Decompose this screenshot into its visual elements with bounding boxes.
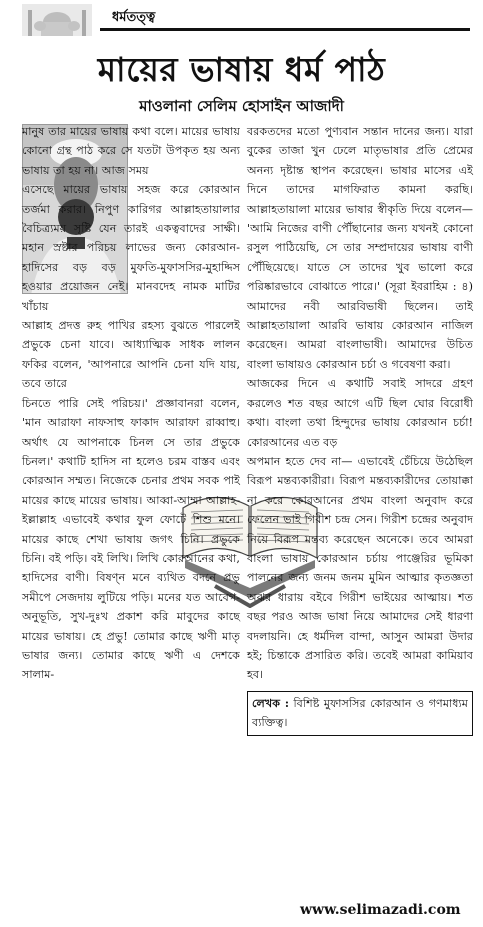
article-headline: মায়ের ভাষায় ধর্ম পাঠ xyxy=(97,50,386,89)
credit-text: বিশিষ্ট মুফাসসির কোরআন ও গণমাধ্যম ব্যক্তিত্ব। xyxy=(252,696,469,730)
credit-label: লেখক : xyxy=(252,695,289,710)
right-col-wrapped-quran-text: আজকের দিনে এ কথাটি সবাই সাদরে গ্রহণ করলেও শত বছর আগে এটি ছিল ঘোর বিরোধী কথা। বাংলা তথা হিন্দুদের ভাষায় কোরআন চর্চা! কোরআনের এত বড় xyxy=(247,377,473,449)
right-col-top-text: বরকতদের মতো পুণ্যবান সন্তান দানের জন্য। যারা বুকের তাজা খুন ঢেলে মাতৃভাষার প্রতি প্রেমের অনন্য দৃষ্টান্ত স্থাপন করেছেন। ভাষার মাসের এই দিনে তাদের মাগফিরাত কামনা করছি। আল্লাহতায়ালা মায়ের ভাষার স্বীকৃতি দিয়ে বলেন— 'আমি নিজের বাণী পৌঁছানোর জন্য যখনই কোনো রসুল পাঠিয়েছি, সে তার সম্প্রদায়ের ভাষায় বাণী পৌঁছিয়েছে। যাতে সে তাদের খুব ভালো করে পরিষ্কারভাবে বোঝাতে পারে।' (সূরা ইবরাহিম : ৪) আমাদের নবী আরবিভাষী ছিলেন। তাই আল্লাহতায়ালা আরবি ভাষায় কোরআন নাজিল করেছেন। আমরা বাংলাভাষী। আমাদের উচিত বাংলা ভাষায়ও কোরআন চর্চা ও গবেষণা করা। xyxy=(247,125,473,371)
mosque-icon xyxy=(22,4,92,36)
left-col-end-text: চিনতে পারি সেই পরিচয়।' প্রজ্ঞাবানরা বলেন, 'মান আরাফা নাফসাহু ফাকাদ আরাফা রাব্বাহু। অর্থাৎ যে আপনাকে চিনল সে তার প্রভুকে চিনল।' কথাটি হাদিস না হলেও চরম বাস্তব এবং কোরআন সম্মত। নিজেকে চেনার প্রথম সবক পাই মায়ের কাছে মায়ের ভাষায়। আব্বা-আম্মা আল্লাহ-ইল্লাল্লাহ এভাবেই কথার ফুল ফোটে শিশু মনে। মায়ের কাছে শেখা ভাষায় জগৎ চিনি। প্রভুকে চিনি। বই পড়ি। বই লিখি। লিখি কোরআনের কথা, হাদিসের বাণী। বিষণ্ন মনে ব্যথিত বদনে প্রভু সমীপে সেজদায় লুটিয়ে পড়ি। মনের যত আবেগ-অনুভূতি, সুখ-দুঃখ প্রকাশ করি মাবুদের কাছে মায়ের ভাষায়। হে প্রভু! তোমার কাছে ঋণী মাতৃ ভাষার জন্য। তোমার কাছে ঋণী এ দেশকে সালাম- xyxy=(22,396,240,682)
website-url[interactable]: www.selimazadi.com xyxy=(300,902,461,918)
section-label: ধর্মতত্ত্ব xyxy=(112,10,156,25)
left-col-body-text: এসেছে মায়ের ভাষায় সহজ করে কোরআন তর্জমা করার। নিপুণ কারিগর আল্লাহতায়ালার বৈচিত্র্যময় সৃষ্টি যেন তারই একত্ববাদের সাক্ষী। মহান স্রষ্টার পরিচয় লাভের জন্য কোরআন-হাদিসের বড় বড় মুফতি-মুফাসসির-মুহাদ্দিস হওয়ার প্রয়োজন নেই। মানবদেহ নামক মাটির খাঁচায় xyxy=(22,183,240,313)
section-rule xyxy=(100,28,470,31)
section-header xyxy=(0,0,483,44)
left-column xyxy=(22,122,240,685)
author-credit-box xyxy=(247,691,473,736)
left-col-wrapped-text: মানুষ তার মায়ের ভাষায় কথা বলে। মায়ের ভাষায় কোনো গ্রন্থ পাঠ করে সে যতটা উপকৃত হয় অন্য ভাষায় তা হয় না। আজ সময় xyxy=(22,125,240,177)
author-byline: মাওলানা সেলিম হোসাইন আজাদী xyxy=(139,97,344,115)
right-column xyxy=(247,122,473,736)
left-col-wrapped-quran-text: আল্লাহ প্রদত্ত রুহ পাখির রহস্য বুঝতে পারলেই প্রভুকে চেনা যাবে। আধ্যাত্মিক সাধক লালন ফকির বলেন, 'আপনারে আপনি চেনা যদি যায়, তবে তারে xyxy=(22,319,240,391)
right-col-bottom-text: অপমান হতে দেব না— এভাবেই চেঁচিয়ে উঠেছিল বিরূপ মন্তব্যকারীরা। বিরূপ মন্তব্যকারীদের তোয়াক্কা না করে কোরআনের প্রথম বাংলা অনুবাদ করে ফেলেন ভাই গিরীশ চন্দ্র সেন। গিরীশ চন্দ্রের অনুবাদ নিয়ে বিরূপ মন্তব্য করেছেন অনেকে। তবে আমরা বাংলা ভাষায় কোরআন চর্চায় পাঞ্জেরির ভূমিকা পালনের জন্য জনম জনম মুমিন আত্মার কৃতজ্ঞতা অঝর ধারায় বইবে গিরীশ ভাইয়ের আত্মায়। শত বছর পরও আজ ভাষা নিয়ে আমাদের সেই ধারণা বদলায়নি। হে ধর্মদিল বান্দা, আসুন আমরা উদার হই; চিন্তাকে প্রসারিত করি। তবেই আমরা কামিয়াব হব। xyxy=(247,454,473,682)
